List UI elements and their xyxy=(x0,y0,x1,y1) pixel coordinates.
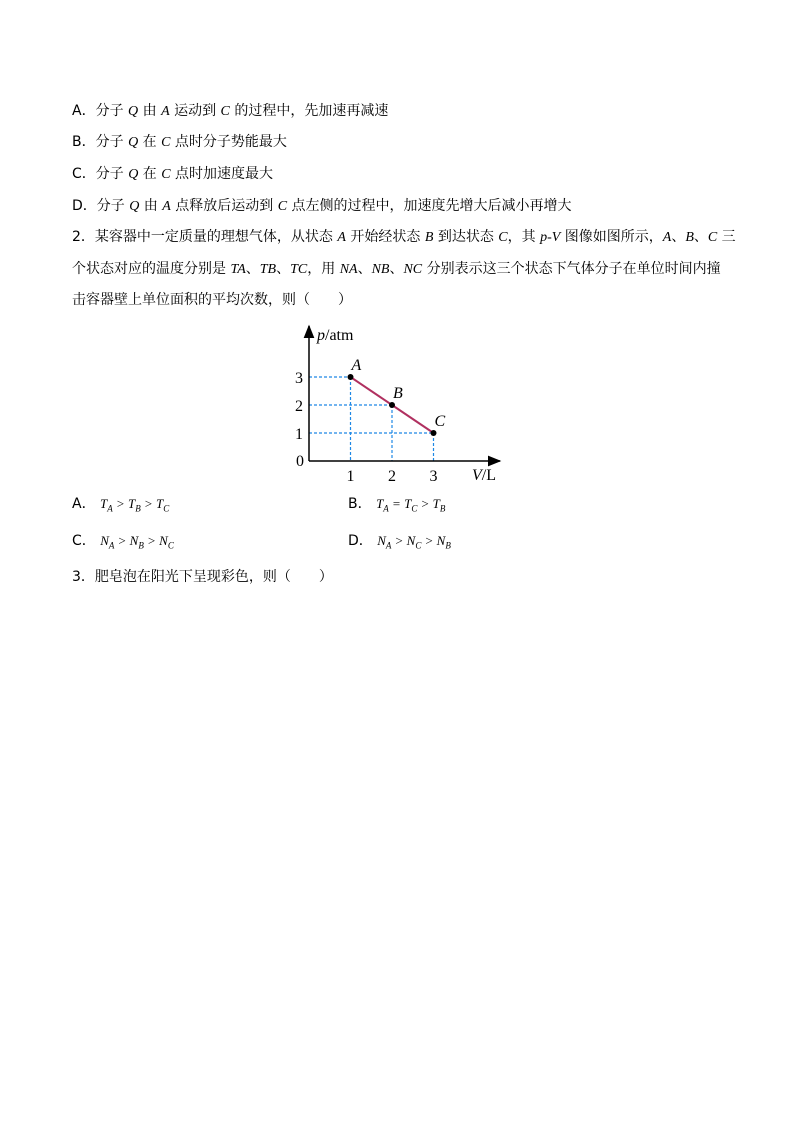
q2-option-d: D． $N_A > N_C > N_B$ xyxy=(348,533,451,551)
point-c xyxy=(431,430,437,436)
point-label-b: B xyxy=(393,385,403,402)
point-b xyxy=(389,402,395,408)
guide-lines xyxy=(309,377,434,461)
q1-option-b: B．分子 Q 在 C 点时分子势能最大 xyxy=(72,134,287,150)
q1-option-c: C．分子 Q 在 C 点时加速度最大 xyxy=(72,166,274,182)
point-label-a: A xyxy=(351,357,362,374)
data-points xyxy=(348,357,446,436)
y-tick-label-1: 1 xyxy=(295,426,303,443)
x-axis-label: V/L xyxy=(472,467,496,484)
point-a xyxy=(348,374,354,380)
q2-option-c: C． $N_A > N_B > N_C$ xyxy=(72,533,174,551)
origin-label: 0 xyxy=(296,453,304,470)
q1-option-a: A．分子 Q 由 A 运动到 C 的过程中，先加速再减速 xyxy=(72,103,389,119)
q2-option-a: A． $T_A > T_B > T_C$ xyxy=(72,496,170,514)
q1-option-d: D．分子 Q 由 A 点释放后运动到 C 点左侧的过程中，加速度先增大后减小再增大 xyxy=(72,198,572,214)
option-d-expr: $N_A > N_C > N_B$ xyxy=(377,533,451,551)
q2-stem-line2: 个状态对应的温度分别是 TA、TB、TC，用 NA、NB、NC 分别表示这三个状态下气体分子在单位时间内撞 xyxy=(72,261,721,277)
x-tick-label-2: 2 xyxy=(388,468,396,485)
y-tick-label-2: 2 xyxy=(295,398,303,415)
q2-stem-line3: 击容器壁上单位面积的平均次数，则（ ） xyxy=(72,292,352,308)
q2-stem-line1: 2．某容器中一定质量的理想气体，从状态 A 开始经状态 B 到达状态 C，其 p-V 图像如图所示，A、B、C 三 xyxy=(72,229,736,245)
q2-option-b: B． $T_A = T_C > T_B$ xyxy=(348,496,446,514)
x-tick-label-3: 3 xyxy=(429,468,438,485)
point-label-c: C xyxy=(434,413,446,430)
option-c-expr: $N_A > N_B > N_C$ xyxy=(100,533,174,551)
option-a-expr: $T_A > T_B > T_C$ xyxy=(100,496,170,514)
pv-chart xyxy=(286,320,516,486)
segment-a-b xyxy=(351,377,393,405)
y-tick-label-3: 3 xyxy=(295,370,303,387)
option-b-expr: $T_A = T_C > T_B$ xyxy=(376,496,446,514)
q3-stem: 3．肥皂泡在阳光下呈现彩色，则（ ） xyxy=(72,569,333,585)
x-tick-label-1: 1 xyxy=(346,468,355,485)
segment-b-c xyxy=(392,405,434,433)
y-axis-label: p/atm xyxy=(317,327,354,344)
